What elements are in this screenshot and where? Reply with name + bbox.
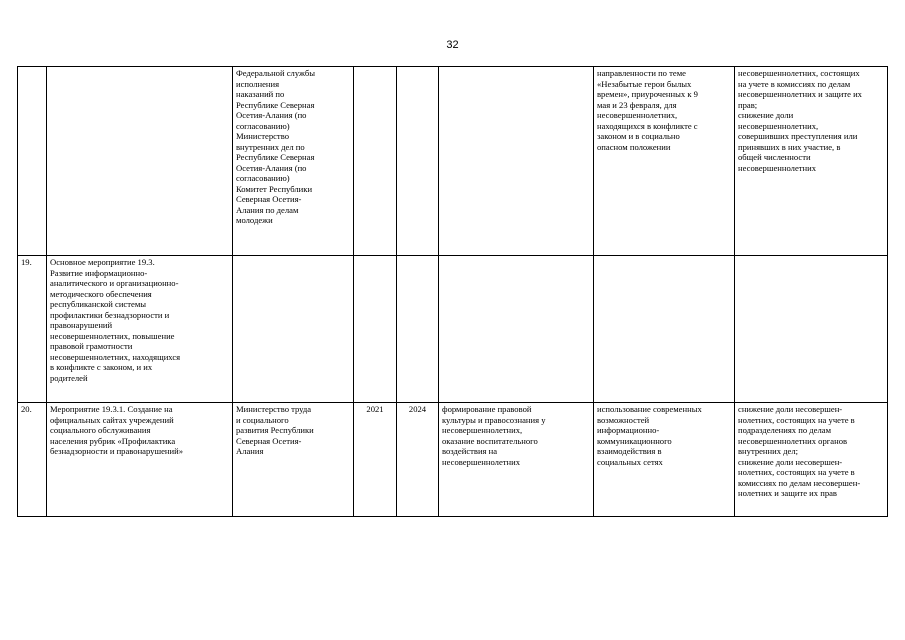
executor-cell — [233, 256, 354, 403]
event-cell: Основное мероприятие 19.3. Развитие информационно- аналитического и организационно- методического обеспечения республиканской системы профилактики безнадзорности и правонарушений несовершеннолетних, повышение правовой грамотности несовершеннолетних, находящихся в конфликте с законом, и их родителей — [47, 256, 233, 403]
table-row — [18, 67, 888, 256]
executor-cell: Федеральной службы исполнения наказаний по Республике Северная Осетия-Алания (по согласованию) Министерство внутренних дел по Республике Северная Осетия-Алания (по согласованию) Комитет Республики Северная Осетия- Алания по делам молодежи — [233, 67, 354, 256]
table-row — [18, 403, 888, 517]
start-year-cell — [354, 67, 397, 256]
indicators-cell — [735, 256, 888, 403]
event-cell: Мероприятие 19.3.1. Создание на официальных сайтах учреждений социального обслуживания населения рубрик «Профилактика безнадзорности и правонарушений» — [47, 403, 233, 517]
end-year-cell: 2024 — [397, 403, 439, 517]
table-row — [18, 256, 888, 403]
end-year-cell — [397, 67, 439, 256]
end-year-cell — [397, 256, 439, 403]
row-number — [18, 67, 47, 256]
short-result-cell — [439, 256, 594, 403]
indicators-cell: снижение доли несовершен- нолетних, состоящих на учете в подразделениях по делам несовершеннолетних органов внутренних дел; снижение доли несовершен- нолетних, состоящих на учете в комиссиях по делам несовершен- нолетних и защите их прав — [735, 403, 888, 517]
indicators-cell: несовершеннолетних, состоящих на учете в комиссиях по делам несовершеннолетних и защите их прав; снижение доли несовершеннолетних, совершивших преступления или принявших в них участие, в общей численности несовершеннолетних — [735, 67, 888, 256]
short-result-cell — [439, 67, 594, 256]
start-year-cell — [354, 256, 397, 403]
main-directions-cell: направленности по теме «Незабытые герои былых времен», приуроченных к 9 мая и 23 февраля, для несовершеннолетних, находящихся в конфликте с законом и в социально опасном положении — [594, 67, 735, 256]
executor-cell: Министерство труда и социального развития Республики Северная Осетия- Алания — [233, 403, 354, 517]
short-result-cell: формирование правовой культуры и правосознания у несовершеннолетних, оказание воспитательного воздействия на несовершеннолетних — [439, 403, 594, 517]
main-directions-cell — [594, 256, 735, 403]
row-number: 20. — [18, 403, 47, 517]
main-directions-cell: использование современных возможностей информационно- коммуникационного взаимодействия в социальных сетях — [594, 403, 735, 517]
start-year-cell: 2021 — [354, 403, 397, 517]
page-number: 32 — [446, 39, 459, 51]
row-number: 19. — [18, 256, 47, 403]
program-activities-table — [17, 66, 888, 517]
event-cell — [47, 67, 233, 256]
